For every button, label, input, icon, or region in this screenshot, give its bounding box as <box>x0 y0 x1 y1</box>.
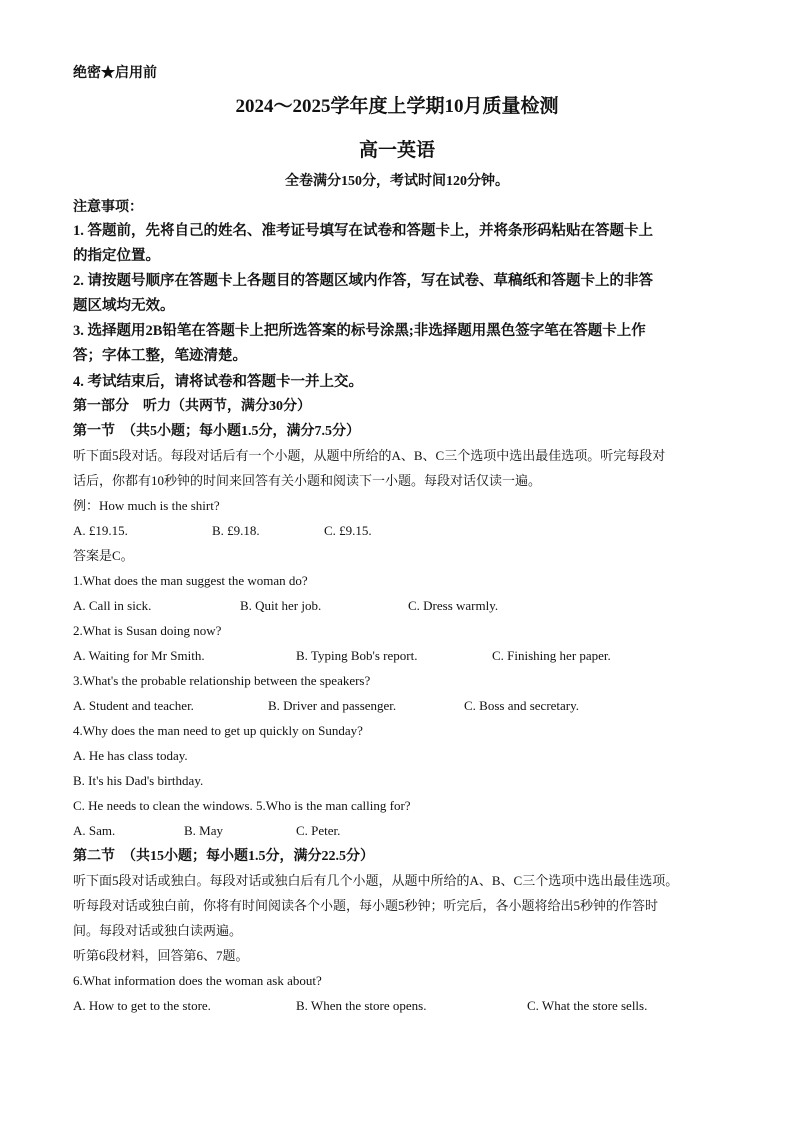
question-text: 1.What does the man suggest the woman do? <box>73 573 308 588</box>
question-text: 2.What is Susan doing now? <box>73 623 222 638</box>
option-a: A. Waiting for Mr Smith. <box>73 648 205 663</box>
example-answer: 答案是C。 <box>73 548 134 563</box>
option-b: B. When the store opens. <box>296 998 427 1013</box>
section1-heading: 第一节 （共5小题；每小题1.5分，满分7.5分） <box>73 424 360 439</box>
score-time-note: 全卷满分150分，考试时间120分钟。 <box>285 174 509 189</box>
option-a: A. Call in sick. <box>73 598 152 613</box>
notice-line: 2. 请按题号顺序在答题卡上各题目的答题区域内作答，写在试卷、草稿纸和答题卡上的非答 <box>73 273 653 289</box>
option-c: C. Finishing her paper. <box>492 648 611 663</box>
option-b: B. Driver and passenger. <box>268 698 397 713</box>
example-question: 例：How much is the shirt? <box>73 498 220 513</box>
option-a: A. Sam. <box>73 823 116 838</box>
notice-line: 题区域均无效。 <box>73 298 175 314</box>
section2-instruction: 听每段对话或独白前，你将有时间阅读各个小题，每小题5秒钟；听完后，各小题将给出5秒钟的作答时 <box>73 898 659 913</box>
option-b: B. £9.18. <box>212 523 260 538</box>
option-b: B. Typing Bob's report. <box>296 648 418 663</box>
option-a: A. £19.15. <box>73 523 128 538</box>
notice-heading: 注意事项： <box>73 200 143 215</box>
exam-title: 2024～2025学年度上学期10月质量检测 <box>235 96 559 117</box>
notice-line: 答；字体工整，笔迹清楚。 <box>73 348 247 364</box>
option-a: A. How to get to the store. <box>73 998 211 1013</box>
notice-line: 1. 答题前，先将自己的姓名、准考证号填写在试卷和答题卡上，并将条形码粘贴在答题卡上 <box>73 223 653 239</box>
option-b: B. It's his Dad's birthday. <box>73 773 204 788</box>
question-text: 4.Why does the man need to get up quickly on Sunday? <box>73 723 363 738</box>
option-b: B. May <box>184 823 223 838</box>
option-b: B. Quit her job. <box>240 598 322 613</box>
option-a: A. Student and teacher. <box>73 698 194 713</box>
notice-line: 4. 考试结束后，请将试卷和答题卡一并上交。 <box>73 374 363 390</box>
option-c: C. He needs to clean the windows. 5.Who is the man calling for? <box>73 798 411 813</box>
option-c: C. What the store sells. <box>527 998 648 1013</box>
option-c: C. Dress warmly. <box>408 598 499 613</box>
option-a: A. He has class today. <box>73 748 188 763</box>
section2-instruction: 间。每段对话或独白读两遍。 <box>73 923 243 938</box>
question-text: 3.What's the probable relationship between the speakers? <box>73 673 371 688</box>
material-note: 听第6段材料，回答第6、7题。 <box>73 948 249 963</box>
notice-line: 3. 选择题用2B铅笔在答题卡上把所选答案的标号涂黑;非选择题用黑色签字笔在答题卡上作 <box>73 323 646 339</box>
option-c: C. Peter. <box>296 823 341 838</box>
section2-instruction: 听下面5段对话或独白。每段对话或独白后有几个小题，从题中所给的A、B、C三个选项中选出最佳选项。 <box>73 873 679 888</box>
notice-line: 的指定位置。 <box>73 248 160 264</box>
option-c: C. £9.15. <box>324 523 372 538</box>
subject-title: 高一英语 <box>358 140 435 161</box>
section1-instruction: 听下面5段对话。每段对话后有一个小题，从题中所给的A、B、C三个选项中选出最佳选项。听完每段对 <box>73 448 666 463</box>
confidential-label: 绝密★启用前 <box>73 66 157 81</box>
section1-instruction: 话后，你都有10秒钟的时间来回答有关小题和阅读下一小题。每段对话仅读一遍。 <box>73 473 542 488</box>
section2-heading: 第二节 （共15小题；每小题1.5分，满分22.5分） <box>73 849 374 864</box>
option-c: C. Boss and secretary. <box>464 698 580 713</box>
part1-heading: 第一部分 听力（共两节，满分30分） <box>73 399 311 414</box>
question-text: 6.What information does the woman ask about? <box>73 973 322 988</box>
